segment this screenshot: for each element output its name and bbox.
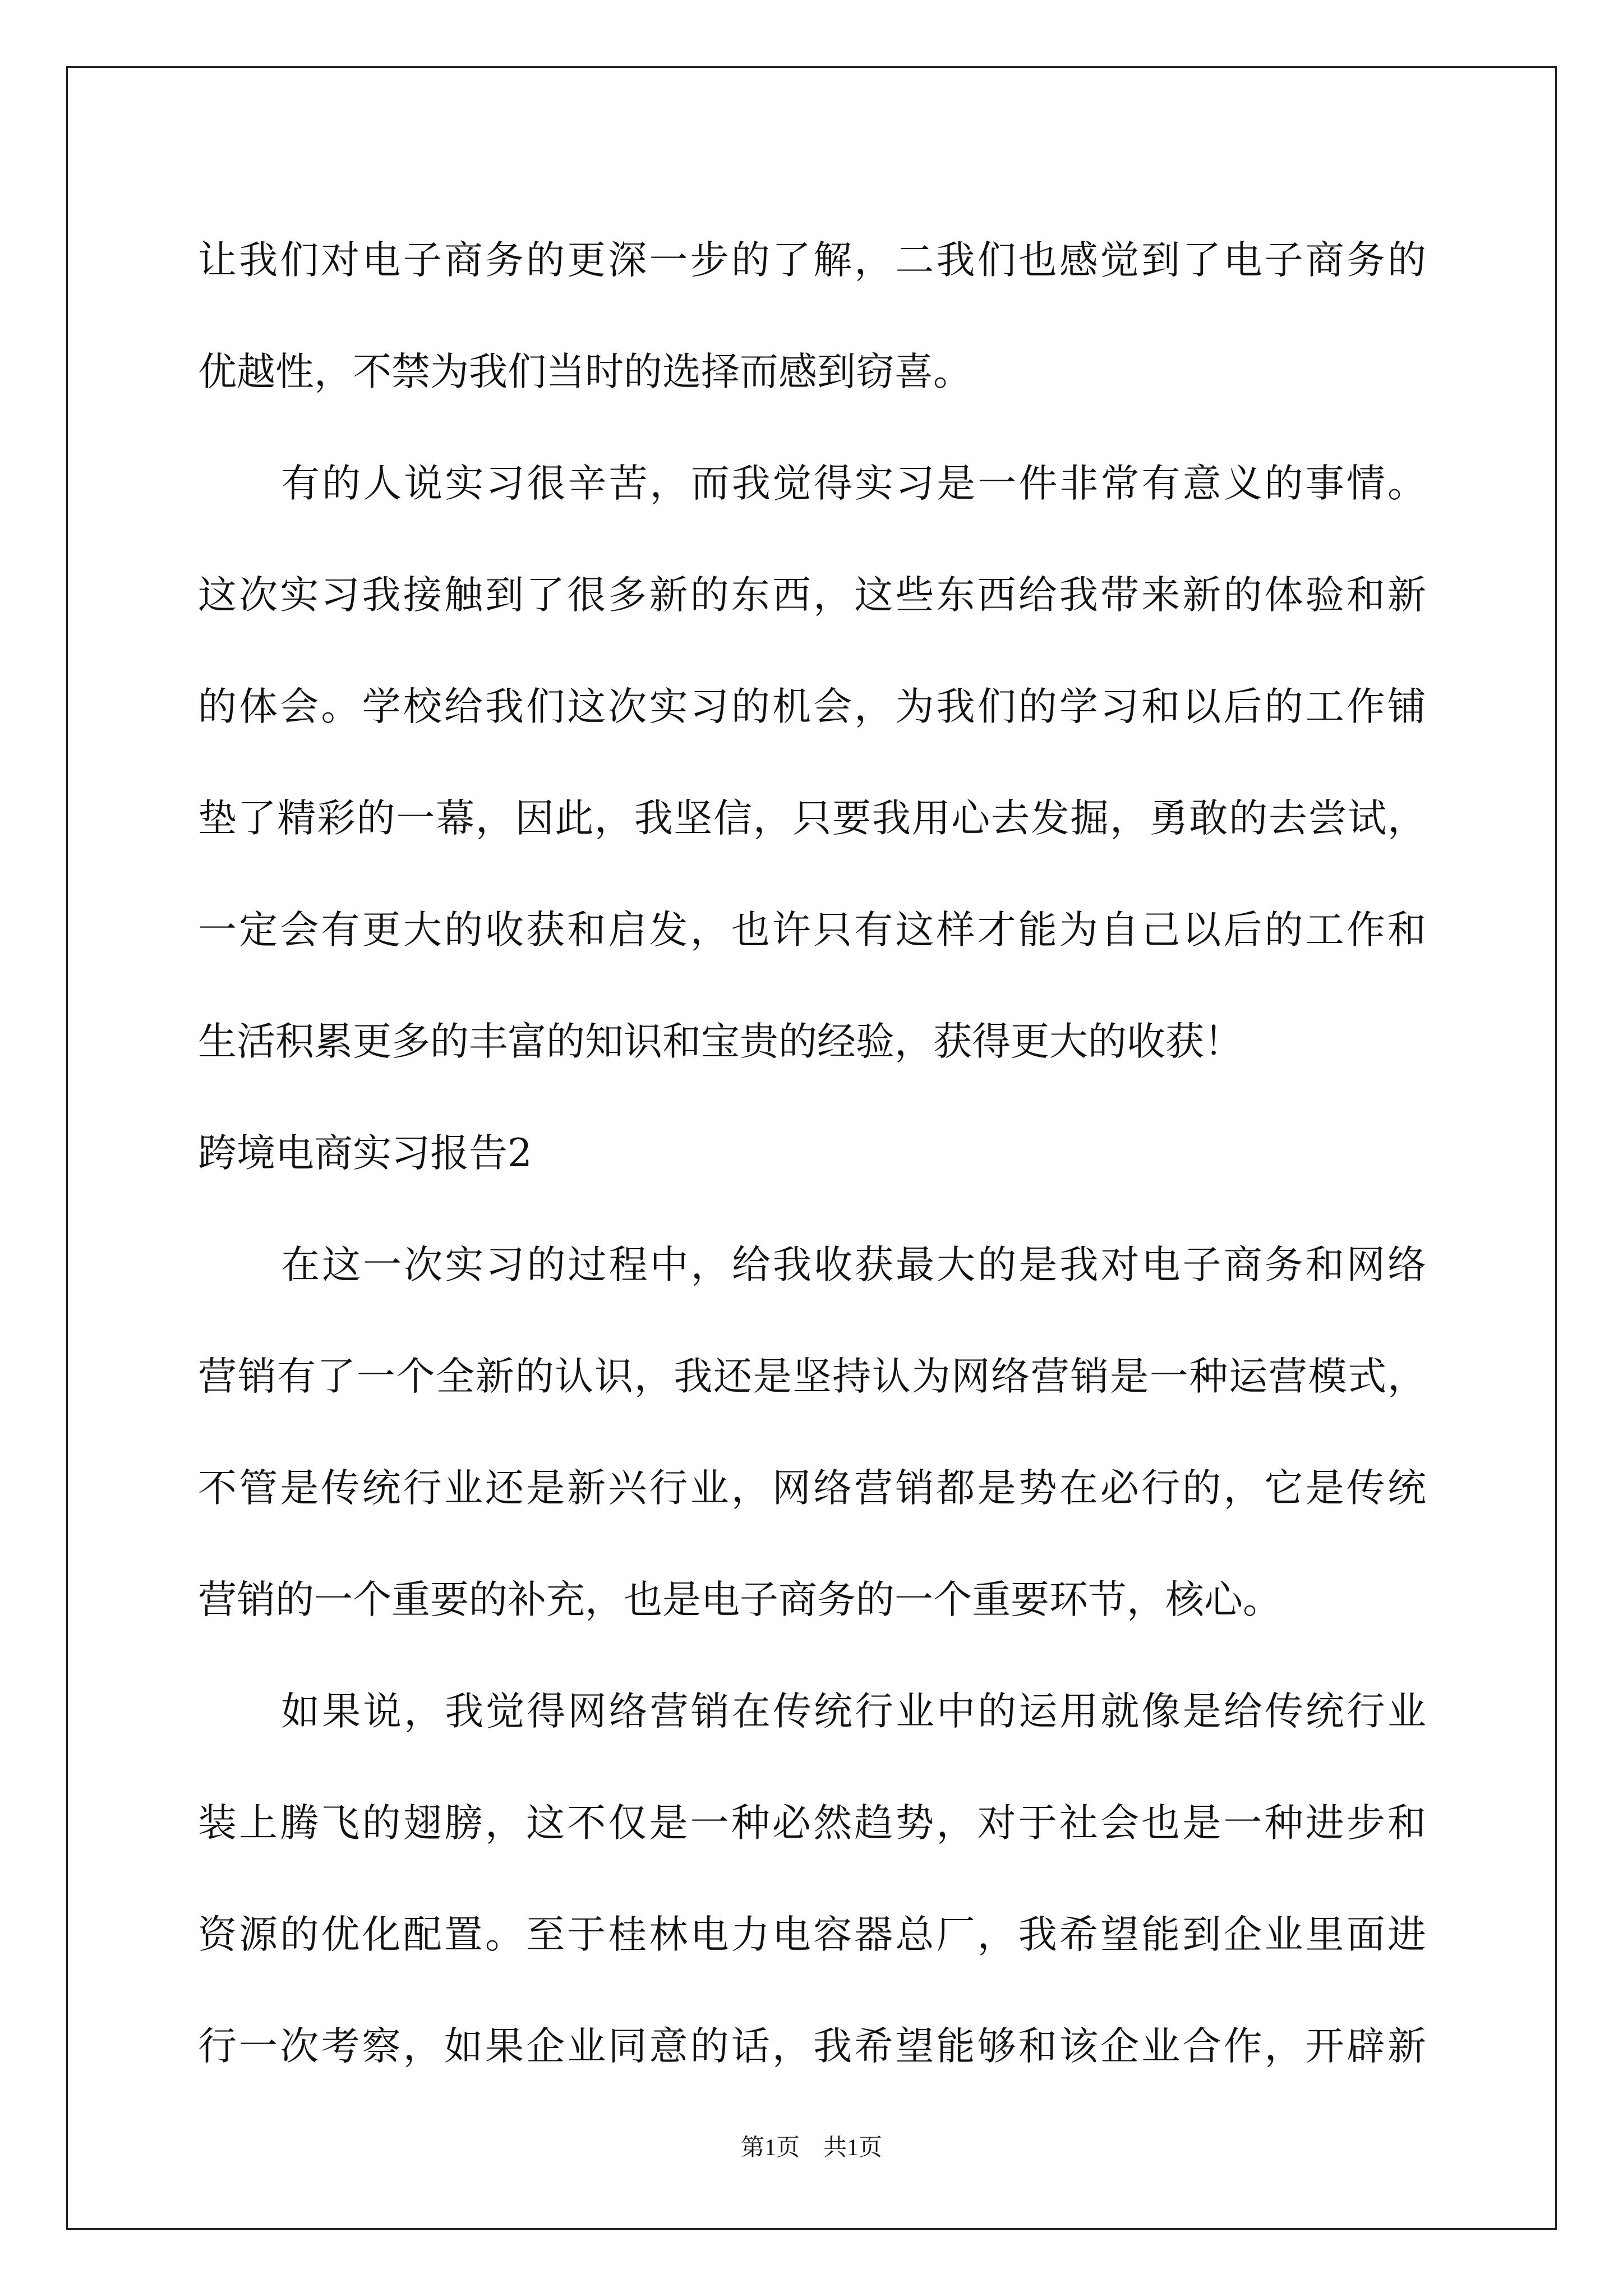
text-line: 让我们对电子商务的更深一步的了解，二我们也感觉到了电子商务的 [198, 238, 1426, 283]
text-line: 垫了精彩的一幕，因此，我坚信，只要我用心去发掘，勇敢的去尝试， [198, 796, 1426, 841]
text-line: 资源的优化配置。至于桂林电力电容器总厂，我希望能到企业里面进 [198, 1912, 1426, 1957]
section-heading: 跨境电商实习报告2 [198, 1131, 532, 1176]
text-line: 行一次考察，如果企业同意的话，我希望能够和该企业合作，开辟新 [198, 2024, 1426, 2069]
document-body [198, 205, 1426, 2102]
text-line: 生活积累更多的丰富的知识和宝贵的经验，获得更大的收获！ [198, 1019, 1243, 1064]
text-line: 这次实习我接触到了很多新的东西，这些东西给我带来新的体验和新 [198, 573, 1426, 618]
paragraph-first-line: 在这一次实习的过程中，给我收获最大的是我对电子商务和网络 [281, 1243, 1426, 1287]
text-line: 不管是传统行业还是新兴行业，网络营销都是势在必行的，它是传统 [198, 1466, 1426, 1511]
text-line: 营销的一个重要的补充，也是电子商务的一个重要环节，核心。 [198, 1577, 1281, 1622]
text-line: 一定会有更大的收获和启发，也许只有这样才能为自己以后的工作和 [198, 908, 1426, 953]
paragraph-first-line: 如果说，我觉得网络营销在传统行业中的运用就像是给传统行业 [281, 1689, 1426, 1734]
text-line: 优越性，不禁为我们当时的选择而感到窃喜。 [198, 349, 972, 394]
text-line: 装上腾飞的翅膀，这不仅是一种必然趋势，对于社会也是一种进步和 [198, 1801, 1426, 1846]
text-line: 的体会。学校给我们这次实习的机会，为我们的学习和以后的工作铺 [198, 684, 1426, 729]
text-line: 营销有了一个全新的认识，我还是坚持认为网络营销是一种运营模式， [198, 1354, 1426, 1399]
page-number-footer: 第1页 共1页 [740, 2135, 882, 2161]
paragraph-first-line: 有的人说实习很辛苦，而我觉得实习是一件非常有意义的事情。 [281, 461, 1426, 506]
